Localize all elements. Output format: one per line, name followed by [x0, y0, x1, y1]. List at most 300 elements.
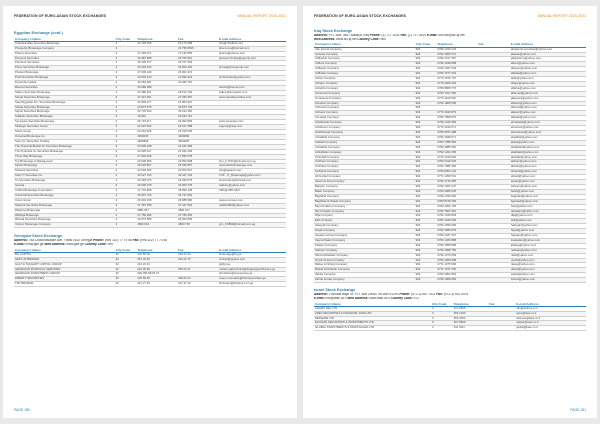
cell-tel: 0790 1969 698	[436, 258, 477, 263]
cell-tel: 0790 1340 803	[436, 214, 477, 219]
cell-city: 964	[415, 91, 437, 96]
cell-city: 964	[415, 96, 437, 101]
cell-city: 32	[115, 267, 137, 272]
cell-city: 2	[115, 130, 137, 135]
cell-tel: 24 693 075	[136, 179, 177, 184]
col-company: Company's Name	[14, 37, 115, 42]
web-link[interactable]: www.gse.ge	[66, 242, 84, 246]
cell-city: 964	[415, 160, 437, 165]
email-link[interactable]: info-isx@isx-iq.net	[438, 33, 465, 37]
cell-email[interactable]: bgshaab@yahoo.com	[510, 199, 586, 204]
cell-email[interactable]: trisecurities@hotmail.com	[218, 179, 286, 184]
cell-fax: 26 901 974	[177, 71, 218, 76]
cell-company: Al-Hazar Company	[314, 101, 415, 106]
cell-tel: 0790 1908 890	[436, 278, 477, 283]
cell-email[interactable]: oroob@yahoo.com	[510, 258, 586, 263]
cell-email[interactable]: TOP - IT_Brokerage@yahoo.com	[218, 174, 286, 179]
cell-tel: 24 380 301	[136, 90, 177, 95]
cell-company: GEORGIAN FINANCIAL SERVICES	[14, 267, 115, 272]
cell-company: Al-Bidaa Company	[314, 72, 415, 77]
cell-email[interactable]: alhazar@yahoo.com	[510, 101, 586, 106]
cell-email[interactable]: bayt@yahoo.com	[510, 204, 586, 209]
cell-fax	[488, 326, 515, 331]
cell-email[interactable]: alzawra@yahoo.com	[510, 170, 586, 175]
cell-city: 964	[415, 253, 437, 258]
cell-email[interactable]: info@chartbuil.com	[218, 41, 286, 46]
cell-email[interactable]: darsalam@yahoo.com	[510, 209, 586, 214]
cell-tel: 0770 4206 004	[436, 81, 477, 86]
cell-city: 964	[415, 194, 437, 199]
cell-fax: 33 027 133	[177, 174, 218, 179]
col-fax: Fax	[488, 302, 515, 307]
cell-company: Saud Egyptian Fin. Securities Brokerage	[14, 100, 115, 105]
cell-company: Al-Hamad Company	[314, 91, 415, 96]
cell-email[interactable]: alrawi@yahoo.com	[510, 140, 586, 145]
cell-email[interactable]: sallem@inmetech.com	[218, 90, 286, 95]
cell-email[interactable]: global@tase.co.il	[515, 326, 586, 331]
cell-email[interactable]: rabee@yahoo.com	[510, 263, 586, 268]
cell-city: 32	[115, 272, 137, 277]
cell-company: Sure Inv. Securities Trading	[14, 139, 115, 144]
cell-city: 2	[115, 184, 137, 189]
col-email: E-mail Address	[218, 37, 286, 42]
cell-company: Yosrion Brokerage Company	[14, 223, 115, 228]
cell-city: 2	[115, 120, 137, 125]
cell-company: Al-Sahab Company	[314, 155, 415, 160]
cell-tel: 0780 8808 776	[436, 86, 477, 91]
col-tel: Telephone	[136, 37, 177, 42]
cell-tel: 0790 1370 659	[436, 253, 477, 258]
cell-company: Synergies Securities Brokerage	[14, 120, 115, 125]
cell-email[interactable]: babylon@yahoo.com	[510, 184, 586, 189]
cell-tel: 0790 1716 355	[436, 180, 477, 185]
cell-fax: 33 002 432	[177, 66, 218, 71]
cell-city: 964	[415, 214, 437, 219]
cell-company: Profit Securities Brokerage	[14, 76, 115, 81]
cell-tel: 4843838	[136, 139, 177, 144]
cell-email[interactable]: info@tawasol.com	[218, 169, 286, 174]
cell-company: Khaleej Company	[314, 243, 415, 248]
cell-company: Al-Mawada Company	[314, 121, 415, 126]
address-line: Address: P.O. Box: 3607 Alawiya, Iraq Phone: (1) 717 1032 Fax: (1) 717 4510 E-mail: info-isx@isx-iq.net	[314, 33, 465, 37]
cell-city: 2	[115, 95, 137, 100]
col-tel: Telephone	[453, 302, 488, 307]
cell-city: 2	[115, 223, 137, 228]
cell-company: Warka Company	[314, 273, 415, 278]
cell-city: 964	[415, 219, 437, 224]
cell-email[interactable]: alfajer@yahoo.com	[510, 81, 586, 86]
cell-email[interactable]: yjm_0 9860@hotmail.com.eg	[218, 223, 286, 228]
cell-email[interactable]: albidaa@yahoo.com	[510, 72, 586, 77]
cell-email[interactable]: www.sanadsecurities.com	[218, 95, 286, 100]
cell-email[interactable]: profit-broker@yahoo.com	[218, 76, 286, 81]
cell-tel: 222 55 00	[136, 252, 177, 257]
egypt-table	[14, 37, 286, 229]
cell-city: 2	[115, 61, 137, 66]
cell-email[interactable]: almawada@yahoo.com	[510, 121, 586, 126]
cell-email[interactable]: alsham@yahoo.com	[510, 160, 586, 165]
cell-fax: 34 012 350	[177, 110, 218, 115]
cell-fax: 26 906 378	[177, 184, 218, 189]
cell-email[interactable]: sakkary@yahoo.com	[218, 184, 286, 189]
cell-email[interactable]: allaqad@yahoo.com	[510, 116, 586, 121]
cell-company: Al-Nakhla Company	[314, 145, 415, 150]
cell-email[interactable]: abujannal.securities@yahoo.com	[510, 47, 586, 52]
cell-city: 2	[115, 76, 137, 81]
cell-tel: 24 805 408	[136, 144, 177, 149]
address-line: Address: 74a Chavchavadze Ave, Tbilisi 0162 Georgia Phone: (995 322) 77 74 56 Fax: (995 322) 77 74 56	[14, 238, 168, 242]
cell-email[interactable]: nahrain@yahoo.com	[510, 248, 586, 253]
cell-fax: 24 652 299	[177, 149, 218, 154]
cell-email[interactable]: aldar@yahoo.com	[510, 77, 586, 82]
cell-tel: 24 091 533	[136, 125, 177, 130]
cell-fax: 23 933 710	[177, 115, 218, 120]
cell-company: Dar Al-Salam Company	[314, 209, 415, 214]
cell-email[interactable]: alhamad@yahoo.com	[510, 91, 586, 96]
cell-email[interactable]: nbrobidze@investgroup.ge	[218, 272, 286, 277]
cell-tel: 27 393 471	[136, 51, 177, 56]
report-title: ANNUAL REPORT 2020-2021	[537, 14, 586, 18]
cell-company: GALT & TAGGART CAPITAL GROUP	[14, 262, 115, 267]
cell-company: Pharos Securities	[14, 51, 115, 56]
cell-company: Al-Nakhla Company	[314, 135, 415, 140]
cell-company: Al-Bayan Company	[314, 67, 415, 72]
cell-city: 2	[115, 56, 137, 61]
cell-city: 2	[115, 203, 137, 208]
cell-company: GEPLUS BROKER	[14, 257, 115, 262]
cell-city: 964	[415, 224, 437, 229]
cell-city: 32	[115, 252, 137, 257]
cell-tel: 23 500 506	[136, 169, 177, 174]
cell-city: 3	[431, 316, 453, 321]
cell-tel: 4881 847	[136, 208, 177, 213]
cell-email[interactable]: baghdad@yahoo.com	[510, 194, 586, 199]
cell-company: Zahrat Al-Iraq Company	[314, 278, 415, 283]
cell-city: 2	[115, 169, 137, 174]
cell-email[interactable]: albasharco@yahoo.com	[510, 57, 586, 62]
cell-email[interactable]: alsharq@yahoo.com	[510, 165, 586, 170]
cell-company: Rasmel Securities	[14, 85, 115, 90]
cell-email[interactable]: prime@primegroup.com	[218, 66, 286, 71]
cell-city: 964	[415, 155, 437, 160]
cell-tel: 26 715 117	[136, 120, 177, 125]
cell-email[interactable]: defense@tase.co.il	[515, 316, 586, 321]
cell-company: Rafeef Al-Nahrain Company	[314, 268, 415, 273]
cell-company: Hayat Company	[314, 229, 415, 234]
cell-email[interactable]: pheromco@hotmail.com	[218, 46, 286, 51]
cell-fax: 23 503 537	[177, 169, 218, 174]
cell-email[interactable]: www.tacticsbrokerage.com	[218, 164, 286, 169]
cell-tel: 24 839 277	[136, 100, 177, 105]
cell-email[interactable]: almuhanad@yahoo.com	[510, 131, 586, 136]
contact-line: E-mail: info@gse.ge Web Address: www.gse.ge Country Code: 995	[14, 242, 113, 246]
cell-tel: 37 487 358	[136, 203, 177, 208]
cell-fax: 33 873 736	[177, 105, 218, 110]
cell-fax	[477, 278, 510, 283]
cell-tel: 0790 1858 858	[436, 243, 477, 248]
cell-email[interactable]: alburs@yahoo.com	[510, 62, 586, 67]
cell-city: 964	[415, 140, 437, 145]
cell-email[interactable]: alawas@yahoo.com	[510, 52, 586, 57]
cell-email[interactable]: alfarha@yahoo.com	[510, 86, 586, 91]
cell-city: 2	[115, 90, 137, 95]
cell-fax: 26 888 380	[177, 198, 218, 203]
cell-email[interactable]: hayatan@yahoo.com	[510, 234, 586, 239]
cell-tel: 0790 8004 144	[436, 170, 477, 175]
cell-tel: 257 20 90	[136, 257, 177, 262]
cell-tel: 242 22 44	[136, 262, 177, 267]
cell-email[interactable]: alrafidain@yahoo.com	[510, 150, 586, 155]
cell-company: National Securities Brokerage	[14, 203, 115, 208]
page-header	[314, 14, 586, 20]
cell-email[interactable]: tbcbroker@tbcbank.com.ge	[218, 282, 286, 287]
cell-city: 2	[115, 71, 137, 76]
cell-company: Al-Jazeera Company	[314, 96, 415, 101]
cell-tel: 0790 1330 060	[436, 194, 477, 199]
cell-company: Prosperity Brokerage Company	[14, 46, 115, 51]
cell-fax: 33 737 603	[177, 193, 218, 198]
cell-fax: 27 193 855	[177, 51, 218, 56]
cell-email[interactable]: aswar@yahoo.com	[510, 180, 586, 185]
cell-company: Oroob Al-Iraq Company	[314, 258, 415, 263]
cell-city: 3	[431, 326, 453, 331]
cell-fax: 24 010 005	[177, 130, 218, 135]
cell-email[interactable]: apex@tase.co.il	[515, 311, 586, 316]
cell-city: 964	[415, 268, 437, 273]
cell-email[interactable]: rafeef@yahoo.com	[510, 268, 586, 273]
cell-city: 2	[115, 149, 137, 154]
cell-email[interactable]: elaf@yahoo.com	[510, 219, 586, 224]
cell-email[interactable]: brokerage@bg.ge	[218, 252, 286, 257]
cell-fax: 4840005	[177, 139, 218, 144]
col-company: Company's Name	[314, 42, 415, 47]
cell-city: 964	[415, 77, 437, 82]
cell-email[interactable]: aljazeera@yahoo.com	[510, 96, 586, 101]
cell-city: 2	[115, 110, 137, 115]
cell-email[interactable]: rasmel@rasmel.com	[218, 85, 286, 90]
col-tel: Telephone	[136, 248, 177, 253]
cell-tel: 0790 1466 888	[436, 238, 477, 243]
col-fax: Fax	[177, 37, 218, 42]
cell-company: Al-Dar Company	[314, 77, 415, 82]
cell-city: 2	[115, 144, 137, 149]
cell-email[interactable]: contact@geplus.com	[218, 257, 286, 262]
cell-tel: 33 837 760	[136, 193, 177, 198]
cell-tel: 0790 1638 898	[436, 62, 477, 67]
cell-tel: 33 027 133	[136, 174, 177, 179]
email-link[interactable]: info@gse.ge	[25, 242, 44, 246]
cell-company: Gomaa	[14, 184, 115, 189]
cell-tel: 16 819	[136, 115, 177, 120]
cell-email[interactable]: baish@yahoo.com	[510, 189, 586, 194]
cell-tel: 0790 1808 565	[436, 101, 477, 106]
cell-email[interactable]: alnakhla2@yahoo.com	[510, 145, 586, 150]
cell-tel: 33 003 433	[136, 66, 177, 71]
cell-tel: 0790 1947 097	[436, 234, 477, 239]
cell-fax: 33 082 751	[177, 81, 218, 86]
cell-company: Bayt Al-Hikma Company	[314, 204, 415, 209]
cell-city: 964	[415, 243, 437, 248]
cell-email[interactable]: pioneers-broker@sgroup.com	[218, 56, 286, 61]
report-title: ANNUAL REPORT 2020-2021	[237, 14, 286, 18]
cell-email[interactable]: almansur@yahoo.com	[510, 126, 586, 131]
cell-email[interactable]: albayan@yahoo.com	[510, 67, 586, 72]
cell-tel: 0780 7808 870	[436, 116, 477, 121]
cell-tel: 0790 2316 026	[436, 160, 477, 165]
address-line: Address: 2 Ahuzat Bayit St. P.O. Box 29060 Tel-Aviv 61290 Phone: (972-3) 567 7411 Fax: (972-3) 510 5379	[314, 292, 469, 296]
cell-tel: 0770 1643 879	[436, 111, 477, 116]
cell-city: 964	[415, 263, 437, 268]
cell-company: Universal Securities Brokerage	[14, 193, 115, 198]
cell-email[interactable]: pharos@pharos.com	[218, 51, 286, 56]
cell-email[interactable]: iraqisalam@yahoo.com	[510, 238, 586, 243]
cell-company: Baghdad Al-Shaab Company	[314, 199, 415, 204]
cell-email[interactable]: www.unionsec.com	[218, 198, 286, 203]
cell-city: 964	[415, 62, 437, 67]
cell-tel: 26 906 378	[136, 184, 177, 189]
web-link[interactable]: www.isx-iq.net	[336, 37, 357, 41]
cell-fax: 27 850 278	[177, 154, 218, 159]
cell-email[interactable]: www.synergies.com	[218, 120, 286, 125]
email-link[interactable]: info@tase.co.il	[325, 296, 347, 300]
cell-email[interactable]: halwyah@yahoo.com	[510, 224, 586, 229]
cell-fax: 291 02 76	[177, 257, 218, 262]
page-number-left: PAGE 180	[14, 408, 30, 412]
col-fax: Fax	[177, 248, 218, 253]
cell-city: 964	[415, 57, 437, 62]
cell-city: 2	[115, 179, 137, 184]
cell-email[interactable]: plm_0 1701@hotmail.com.eg	[218, 159, 286, 164]
cell-company: Nahrain Company	[314, 248, 415, 253]
cell-tel: 0771 1375 596	[436, 263, 477, 268]
cell-company: Sigma Securities Brokerage	[14, 110, 115, 115]
cell-tel: 25 025 857	[136, 164, 177, 169]
cell-fax: 22 617 088	[177, 125, 218, 130]
cell-company: Ali Al-Zaid Company	[314, 175, 415, 180]
col-company: Company's Name	[14, 248, 115, 253]
cell-company: Dijla Company	[314, 214, 415, 219]
cell-email[interactable]: hayat@yahoo.com	[510, 229, 586, 234]
cell-company: Al-Sharq Company	[314, 165, 415, 170]
cell-company: LIBERTY SECURITIES	[14, 277, 115, 282]
cell-city: 2	[115, 41, 137, 46]
cell-city: 964	[415, 184, 437, 189]
page-number-right: PAGE 181	[570, 408, 586, 412]
table-row	[14, 282, 286, 287]
cell-company: DEFENSE LTD	[314, 316, 431, 321]
cell-tel: 0790 1848 071	[436, 135, 477, 140]
cell-tel: 572 0500	[453, 306, 488, 311]
cell-tel: 511 5111	[453, 326, 488, 331]
cell-company: Al-Bashar Company	[314, 57, 415, 62]
cell-email[interactable]: info@adams.co.il	[515, 306, 586, 311]
cell-company: Wessal Securities Brokerage	[14, 218, 115, 223]
cell-fax: 4860 718	[177, 223, 218, 228]
cell-tel: 000 399 58 93 37	[136, 272, 177, 277]
cell-city: 964	[415, 131, 437, 136]
cell-city: 32	[115, 277, 137, 282]
cell-fax: 37 447 318	[177, 203, 218, 208]
cell-email[interactable]: ssgroup@ssg.com	[218, 125, 286, 130]
cell-tel: 23 733 533	[136, 110, 177, 115]
cell-email[interactable]: dijla@yahoo.com	[510, 214, 586, 219]
section-title-egypt: Egyptian Exchange (cont.)	[14, 30, 63, 35]
cell-fax: 299 00 44	[177, 277, 218, 282]
cell-email[interactable]: alkamal@yahoo.com	[510, 106, 586, 111]
cell-tel: 0790 1321 065	[436, 150, 477, 155]
cell-email[interactable]: nabil12000@yahoo.com	[218, 203, 286, 208]
cell-company: Prime Securities Brokerage	[14, 66, 115, 71]
cell-city: 32	[115, 262, 137, 267]
cell-email[interactable]: gt@gt.ge	[218, 262, 286, 267]
cell-city: 964	[415, 145, 437, 150]
cell-company: Halwyah Company	[314, 224, 415, 229]
cell-city: 964	[415, 67, 437, 72]
col-city: City Code	[115, 37, 137, 42]
cell-fax: 24 173 268	[177, 41, 218, 46]
cell-tel: 0771 1350 541	[436, 175, 477, 180]
cell-email[interactable]: mariam.gabrichidze@tbcgeorgiancfinance.ge	[218, 267, 286, 272]
cell-email[interactable]: nibal@yahoo.com	[510, 253, 586, 258]
cell-city: 2	[115, 46, 137, 51]
cell-fax: 33 002 839	[177, 218, 218, 223]
col-city: City Code	[431, 302, 453, 307]
cell-company: Al-Farha Company	[314, 86, 415, 91]
cell-tel: 33 387 688	[136, 56, 177, 61]
cell-email[interactable]: zahrat@yahoo.com	[510, 278, 586, 283]
cell-company: ELIGSAR SECURITIES & INVESTMENTS LTD	[314, 321, 431, 326]
cell-tel: 225 55 00	[136, 277, 177, 282]
cell-company: Union Group	[14, 198, 115, 203]
cell-tel: 23 906 666	[136, 159, 177, 164]
cell-email[interactable]: alkawz@yahoo.com	[510, 111, 586, 116]
cell-city: 964	[415, 234, 437, 239]
cell-email[interactable]: eligsar@tase.co.il	[515, 321, 586, 326]
cell-email[interactable]: alnakhla@yahoo.com	[510, 135, 586, 140]
cell-email[interactable]: warka@yahoo.com	[510, 273, 586, 278]
web-link[interactable]: www.tase.co.il	[369, 296, 390, 300]
cell-email[interactable]: alsahab@yahoo.com	[510, 155, 586, 160]
cell-tel: 0770 1319 026	[436, 155, 477, 160]
cell-city: 2	[115, 85, 137, 90]
col-city: City Code	[115, 248, 137, 253]
cell-city: 964	[415, 278, 437, 283]
cell-city: 964	[415, 170, 437, 175]
cell-company: Three Way Brokerage	[14, 154, 115, 159]
cell-tel: 0790 7803 361	[436, 209, 477, 214]
cell-city: 964	[415, 47, 437, 52]
cell-city: 964	[415, 229, 437, 234]
right-page	[303, 6, 597, 418]
cell-email[interactable]: UBC@UBC.NET	[218, 188, 286, 193]
cell-company: The Financial Bucket for Securities Brokerage	[14, 144, 115, 149]
cell-company: Premiere Securities	[14, 61, 115, 66]
cell-city: 2	[115, 105, 137, 110]
cell-tel: 0790 1902 135	[436, 204, 477, 209]
cell-city: 2	[115, 139, 137, 144]
cell-tel: 0790 1617 967	[436, 57, 477, 62]
cell-tel: 0790 4965 035	[436, 189, 477, 194]
cell-city: 2	[115, 174, 137, 179]
cell-company: Al-Burs Company	[314, 62, 415, 67]
cell-tel: 0790 1327 600	[436, 91, 477, 96]
cell-fax: 33 707 503	[177, 61, 218, 66]
cell-email[interactable]: khaleej@yahoo.com	[510, 243, 586, 248]
cell-email[interactable]: alizaid@yahoo.com	[510, 175, 586, 180]
cell-company: Al-Laqad Company	[314, 116, 415, 121]
cell-fax: 25 036 857	[177, 164, 218, 169]
cell-email[interactable]: sopron.menadze@libertysecurities.ge	[218, 277, 286, 282]
